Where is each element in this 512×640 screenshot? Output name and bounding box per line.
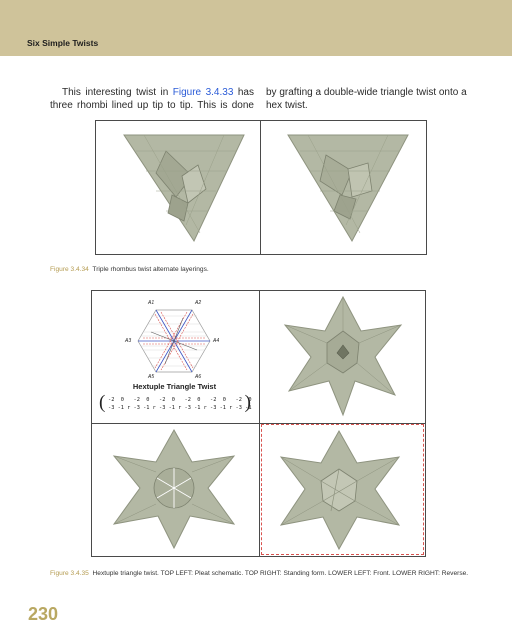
figure-1-caption-text: Triple rhombus twist alternate layerings. — [92, 266, 209, 273]
figure-2-caption — [50, 569, 470, 578]
axis-label-a3: A3 — [125, 338, 132, 344]
figure-1-label: Figure 3.4.34 — [50, 266, 89, 273]
matrix-row-2: -3 -1 r -3 -1 r -3 -1 r -3 -1 r -3 -1 r -3 -1 — [108, 405, 252, 411]
schematic-matrix — [99, 392, 251, 414]
page-number: 230 — [28, 604, 59, 624]
figure-1-caption — [50, 265, 209, 274]
matrix-left-paren: ( — [99, 392, 106, 413]
photo-layering-a — [96, 121, 259, 253]
axis-label-a5: A5 — [148, 374, 155, 380]
figure-2-caption-text: Hextuple triangle twist. TOP LEFT: Pleat schematic. TOP RIGHT: Standing form. LOWER LEFT: Front. LOWER RIGHT: Reverse. — [92, 570, 469, 577]
photo-standing-form — [259, 291, 424, 422]
intro-left-after: has three rhombi lined up tip to tip. This is done — [50, 87, 254, 111]
axis-label-a2: A2 — [195, 300, 202, 306]
schematic-diagram — [91, 290, 258, 382]
axis-label-a4: A4 — [213, 338, 220, 344]
section-title: Six Simple Twists — [27, 38, 99, 48]
photo-front — [92, 424, 258, 555]
figure-2-label: Figure 3.4.35 — [50, 570, 89, 577]
intro-left-before: This interesting twist in — [62, 87, 173, 98]
axis-label-a6: A6 — [195, 374, 202, 380]
matrix-right-paren: ) — [244, 392, 251, 413]
intro-text-left — [50, 86, 254, 112]
schematic-title: Hextuple Triangle Twist — [132, 382, 217, 391]
photo-layering-b — [260, 121, 424, 253]
pleat-schematic — [91, 290, 258, 422]
reverse-photo-selection — [261, 424, 424, 555]
matrix-row-1: -2 0 -2 0 -2 0 -2 0 -2 0 -2 0 — [108, 397, 252, 403]
intro-text-right: by grafting a double-wide triangle twist onto a hex twist. — [266, 87, 467, 111]
figure-link[interactable]: Figure 3.4.33 — [172, 87, 234, 98]
axis-label-a1: A1 — [148, 300, 155, 306]
